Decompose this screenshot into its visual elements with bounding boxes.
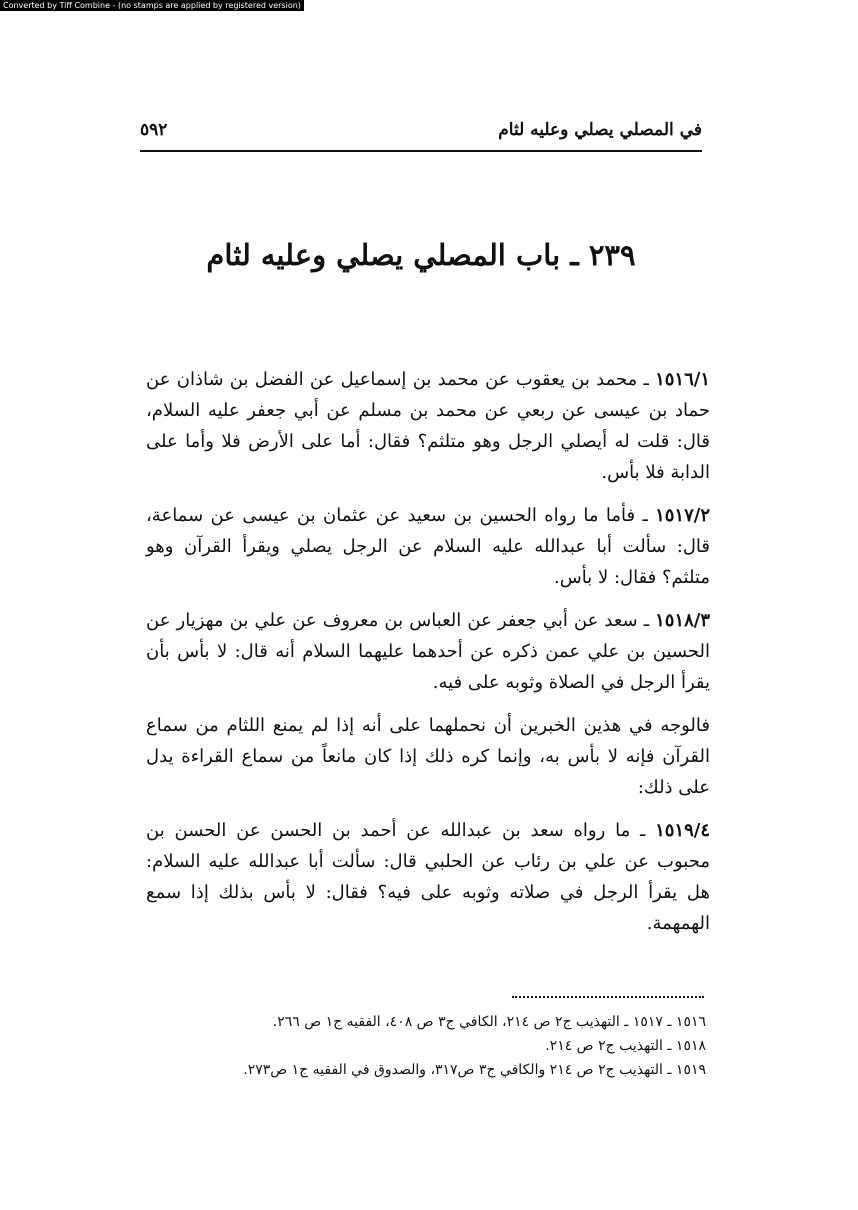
page-number: ٥٩٢ (140, 120, 168, 140)
hadith-number: ١٥١٦/١ (655, 369, 710, 390)
running-title: في المصلي يصلي وعليه لثام (498, 120, 702, 140)
conversion-stamp: Converted by Tiff Combine - (no stamps are applied by registered version) (0, 0, 304, 11)
paragraph-1519 (146, 815, 710, 939)
paragraph-1516 (146, 364, 710, 488)
chapter-heading: ٢٣٩ ـ باب المصلي يصلي وعليه لثام (206, 238, 636, 272)
footnote-1: ١٥١٦ ـ ١٥١٧ ـ التهذيب ج٢ ص ٢١٤، الكافي ج٣ ص ٤٠٨، الفقيه ج١ ص ٢٦٦. (272, 1014, 706, 1030)
footnote-3: ١٥١٩ ـ التهذيب ج٢ ص ٢١٤ والكافي ج٣ ص٣١٧، والصدوق في الفقيه ج١ ص٢٧٣. (243, 1062, 706, 1078)
body-text (146, 364, 710, 951)
hadith-number: ١٥١٧/٢ (655, 505, 710, 526)
header-rule (140, 150, 702, 152)
footnotes (146, 1010, 706, 1082)
hadith-number: ١٥١٩/٤ (655, 820, 710, 841)
paragraph-text: ـ سعد عن أبي جعفر عن العباس بن معروف عن علي بن مهزيار عن الحسين بن علي عمن ذكره عن أحدهما عليهما السلام أنه قال: لا بأس بأن يقرأ الرجل في الصلاة وثوبه على فيه. (146, 610, 710, 693)
paragraph-text: فالوجه في هذين الخبرين أن نحملهما على أنه إذا لم يمنع اللثام من سماع القرآن فإنه لا بأس به، وإنما كره ذلك إذا كان مانعاً من سماع القراءة يدل على ذلك: (146, 715, 710, 798)
paragraph-commentary (146, 710, 710, 803)
footnote-separator (512, 996, 704, 998)
hadith-number: ١٥١٨/٣ (655, 610, 710, 631)
paragraph-1518 (146, 605, 710, 698)
paragraph-1517 (146, 500, 710, 593)
paragraph-text: ـ محمد بن يعقوب عن محمد بن إسماعيل عن الفضل بن شاذان عن حماد بن عيسى عن ربعي عن محمد بن مسلم عن أبي جعفر عليه السلام، قال: قلت له أيصلي الرجل وهو متلثم؟ فقال: أما على الأرض فلا وأما على الدابة فلا بأس. (146, 369, 710, 483)
footnote-2: ١٥١٨ ـ التهذيب ج٢ ص ٢١٤. (545, 1038, 706, 1054)
paragraph-text: ـ فأما ما رواه الحسين بن سعيد عن عثمان بن عيسى عن سماعة، قال: سألت أبا عبدالله عليه السلام عن الرجل يصلي ويقرأ القرآن وهو متلثم؟ فقال: لا بأس. (146, 505, 710, 588)
paragraph-text: ـ ما رواه سعد بن عبدالله عن أحمد بن الحسن عن الحسن بن محبوب عن علي بن رئاب عن الحلبي قال: سألت أبا عبدالله عليه السلام: هل يقرأ الرجل في صلاته وثوبه على فيه؟ فقال: لا بأس بذلك إذا سمع الهمهمة. (146, 820, 710, 934)
running-header (140, 120, 702, 146)
